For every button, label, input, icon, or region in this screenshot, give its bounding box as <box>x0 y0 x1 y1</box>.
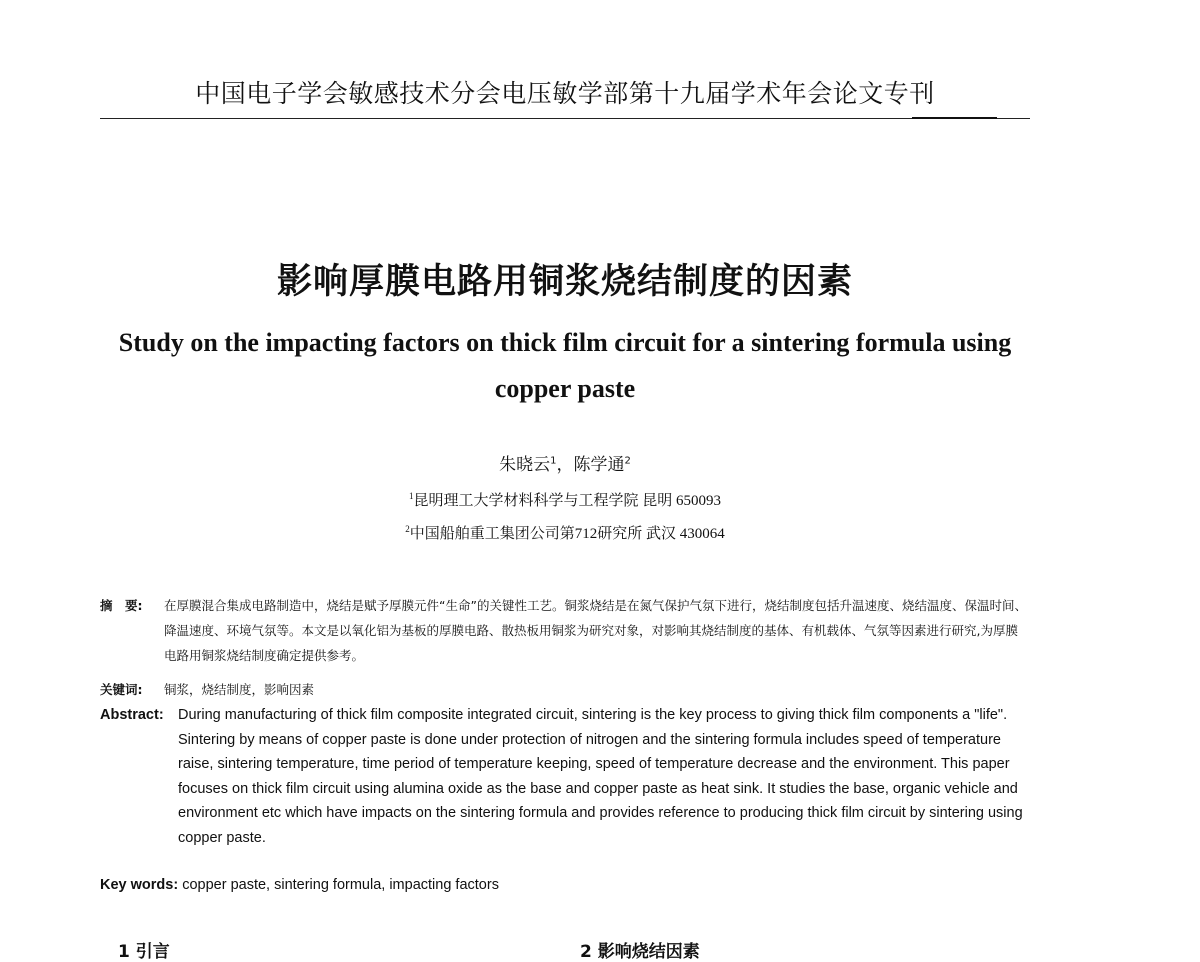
header-rule <box>100 118 1030 119</box>
section-heading-left: 1 引言 <box>118 942 170 962</box>
abstract-en <box>100 703 1030 850</box>
section-heading-right: 2 影响烧结因素 <box>580 942 700 962</box>
paper-title-en: Study on the impacting factors on thick film circuit for a sintering formula using copper paste <box>118 328 1012 403</box>
abstract-cn-label: 摘 要: <box>100 598 143 613</box>
author-1-sup: 1 <box>550 455 557 467</box>
affiliation-1-text: 昆明理工大学材料科学与工程学院 昆明 650093 <box>413 493 721 509</box>
keywords-cn <box>100 680 1030 700</box>
keywords-cn-text: 铜浆，烧结制度，影响因素 <box>164 682 315 697</box>
keywords-en-label: Key words: <box>100 877 179 893</box>
author-2-sup: 2 <box>624 455 631 467</box>
affiliation-2 <box>0 522 1130 543</box>
affiliation-2-text: 中国船舶重工集团公司第712研究所 武汉 430064 <box>409 526 725 542</box>
affiliation-1-sup: 1 <box>408 491 414 501</box>
abstract-cn <box>100 593 1030 668</box>
abstract-en-text: During manufacturing of thick film composite integrated circuit, sintering is the key process to giving thick film components a "life". Sintering by means of copper paste is done under protection of nitrogen and the sintering formula includes speed of temperature raise, sintering temperature, time period of temperature keeping, speed of temperature decrease and the environment. This paper focuses on thick film circuit using alumina oxide as the base and copper paste as heat sink. It studies the base, organic vehicle and environment etc which have impacts on the sintering formula and provides reference to producing thick film circuit by sintering using copper paste. <box>178 707 1023 846</box>
author-1: 朱晓云 <box>499 455 551 475</box>
authors <box>0 450 1130 475</box>
affiliation-1 <box>0 489 1130 510</box>
affiliation-2-sup: 2 <box>405 524 410 534</box>
header-rule-accent <box>912 117 997 119</box>
abstract-en-label: Abstract: <box>100 707 164 723</box>
author-separator: ， <box>556 455 574 475</box>
keywords-en <box>100 874 1030 896</box>
journal-header: 中国电子学会敏感技术分会电压敏学部第十九届学术年会论文专刊 <box>195 79 935 108</box>
author-2: 陈学通 <box>573 455 625 475</box>
abstract-cn-text: 在厚膜混合集成电路制造中，烧结是赋予厚膜元件“生命”的关键性工艺。铜浆烧结是在氮气保护气氛下进行，烧结制度包括升温速度、烧结温度、保温时间、降温速度、环境气氛等。本文是以氧化铝为基板的厚膜电路、散热板用铜浆为研究对象，对影响其烧结制度的基体、有机载体、气氛等因素进行研究,为厚膜电路用铜浆烧结制度确定提供参考。 <box>164 598 1027 663</box>
keywords-en-text: copper paste, sintering formula, impacting factors <box>182 877 499 893</box>
paper-title-cn: 影响厚膜电路用铜浆烧结制度的因素 <box>276 262 853 302</box>
keywords-cn-label: 关键词: <box>100 682 143 697</box>
